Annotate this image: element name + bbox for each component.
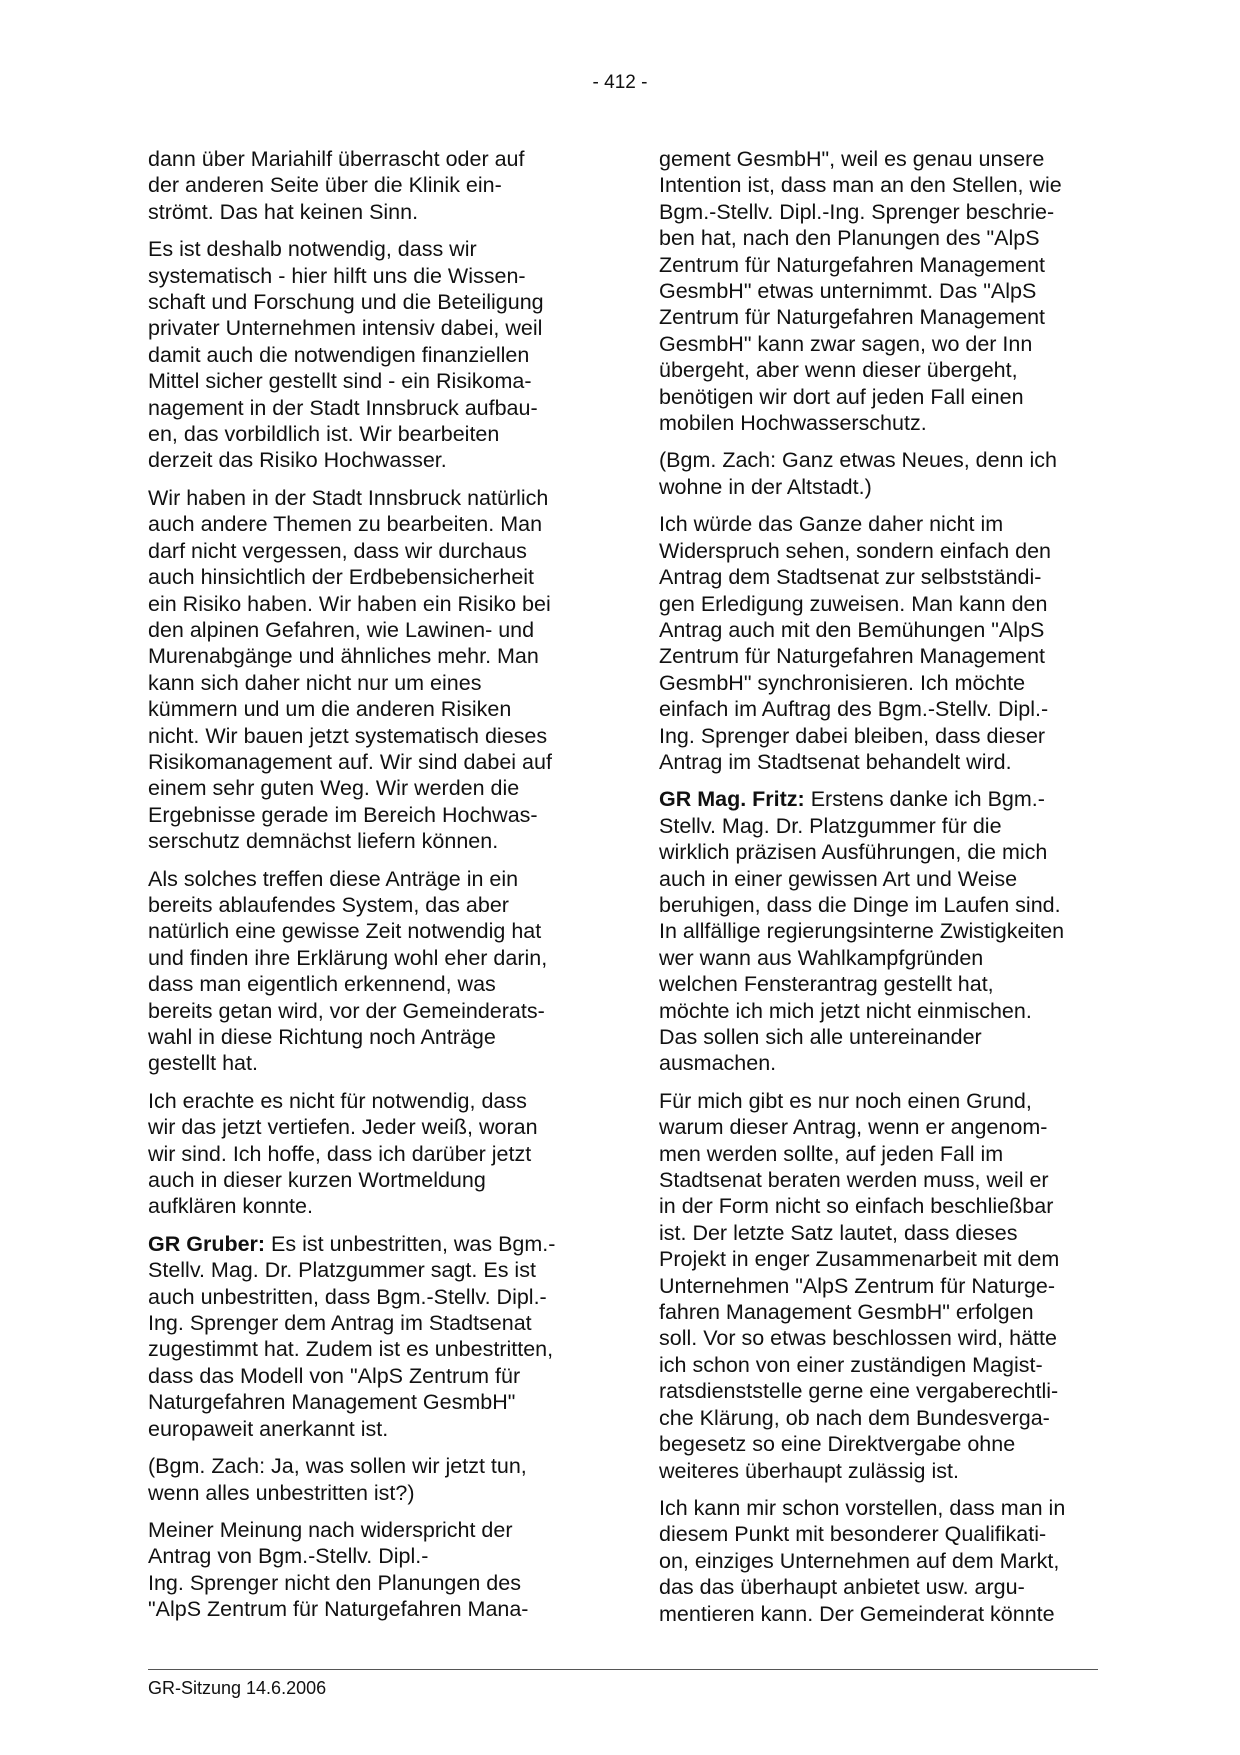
text-line: Das sollen sich alle untereinander	[659, 1025, 982, 1049]
text-line-rest: Es ist unbestritten, was Bgm.-	[265, 1231, 556, 1256]
text-line: wir das jetzt vertiefen. Jeder weiß, woran	[148, 1115, 538, 1140]
text-line: on, einziges Unternehmen auf dem Markt,	[659, 1548, 1060, 1573]
text-line: damit auch die notwendigen finanziellen	[148, 342, 530, 367]
text-line: das das überhaupt anbietet usw. argu-	[659, 1575, 1025, 1600]
text-line: Mittel sicher gestellt sind - ein Risikoma-	[148, 369, 532, 394]
footer-session-date: GR-Sitzung 14.6.2006	[148, 1678, 327, 1698]
text-line: Es ist deshalb notwendig, dass wir	[148, 237, 477, 262]
text-line: bereits ablaufendes System, das aber	[148, 892, 509, 917]
paragraph	[148, 485, 588, 855]
text-line: Ing. Sprenger dabei bleiben, dass dieser	[659, 723, 1046, 748]
text-line: Zentrum für Naturgefahren Management	[659, 305, 1046, 330]
text-line: Zentrum für Naturgefahren Management	[659, 252, 1046, 277]
text-line: kümmern und um die anderen Risiken	[148, 697, 512, 722]
text-line: Stellv. Mag. Dr. Platzgummer für die	[659, 813, 1002, 838]
text-line: europaweit anerkannt ist.	[148, 1416, 389, 1441]
text-line: Antrag dem Stadtsenat zur selbstständi-	[659, 565, 1042, 590]
text-line: kann sich daher nicht nur um eines	[148, 670, 482, 695]
text-line: strömt. Das hat keinen Sinn.	[148, 199, 419, 224]
text-line: Widerspruch sehen, sondern einfach den	[659, 538, 1052, 563]
text-line: ich schon von einer zuständigen Magist-	[659, 1352, 1043, 1377]
paragraph	[659, 1088, 1099, 1484]
text-line: Antrag auch mit den Bemühungen "AlpS	[659, 617, 1045, 642]
text-line: wenn alles unbestritten ist?)	[148, 1480, 415, 1505]
speaker-name: GR Gruber:	[148, 1231, 266, 1256]
text-line: nagement in der Stadt Innsbruck aufbau-	[148, 395, 538, 420]
text-line: auch in einer gewissen Art und Weise	[659, 866, 1018, 891]
text-line: Unternehmen "AlpS Zentrum für Naturge-	[659, 1273, 1055, 1298]
text-line: en, das vorbildlich ist. Wir bearbeiten	[148, 422, 500, 447]
text-line: übergeht, aber wenn dieser übergeht,	[659, 358, 1018, 383]
text-line: ist. Der letzte Satz lautet, dass dieses	[659, 1220, 1018, 1245]
text-line: (Bgm. Zach: Ganz etwas Neues, denn ich	[659, 448, 1057, 473]
text-line: soll. Vor so etwas beschlossen wird, hätte	[659, 1326, 1057, 1351]
text-line: Ich würde das Ganze daher nicht im	[659, 512, 1004, 537]
text-line: GesmbH" etwas unternimmt. Das "AlpS	[659, 279, 1037, 304]
paragraph	[659, 447, 1099, 500]
text-line: gen Erledigung zuweisen. Man kann den	[659, 591, 1048, 616]
text-line: gestellt hat.	[148, 1051, 258, 1076]
text-line: dass man eigentlich erkennend, was	[148, 972, 496, 997]
text-line: wirklich präzisen Ausführungen, die mich	[659, 840, 1048, 865]
text-line: Antrag im Stadtsenat behandelt wird.	[659, 749, 1012, 774]
paragraph	[148, 1517, 588, 1623]
text-line: Naturgefahren Management GesmbH"	[148, 1390, 516, 1415]
page-number: - 412 -	[592, 72, 648, 93]
paragraph	[659, 146, 1099, 436]
text-line-rest: Erstens danke ich Bgm.-	[804, 787, 1045, 812]
text-line: Risikomanagement auf. Wir sind dabei auf	[148, 749, 552, 774]
text-line: möchte ich mich jetzt nicht einmischen.	[659, 998, 1032, 1023]
text-line	[148, 1231, 588, 1257]
text-line: men werden sollte, auf jeden Fall im	[659, 1141, 1004, 1166]
text-line: gement GesmbH", weil es genau unsere	[659, 147, 1045, 171]
text-column-right	[659, 146, 1099, 1638]
text-line: und finden ihre Erklärung wohl eher darin,	[148, 945, 548, 970]
text-line: einfach im Auftrag des Bgm.-Stellv. Dipl.-	[659, 697, 1049, 722]
text-line: Bgm.-Stellv. Dipl.-Ing. Sprenger beschrie-	[659, 199, 1055, 224]
text-line: Ergebnisse gerade im Bereich Hochwas-	[148, 802, 538, 827]
text-line: ein Risiko haben. Wir haben ein Risiko bei	[148, 591, 551, 616]
text-line: derzeit das Risiko Hochwasser.	[148, 448, 447, 473]
text-line: begesetz so eine Direktvergabe ohne	[659, 1432, 1016, 1457]
paragraph	[148, 866, 588, 1077]
text-line: zugestimmt hat. Zudem ist es unbestritten,	[148, 1337, 554, 1362]
text-line: welchen Fensterantrag gestellt hat,	[659, 972, 994, 997]
text-line: der anderen Seite über die Klinik ein-	[148, 173, 502, 198]
text-line: Ing. Sprenger nicht den Planungen des	[148, 1570, 521, 1595]
text-line: Als solches treffen diese Anträge in ein	[148, 866, 519, 891]
text-line: dass das Modell von "AlpS Zentrum für	[148, 1363, 521, 1388]
text-line: systematisch - hier hilft uns die Wissen-	[148, 263, 526, 288]
text-line: In allfällige regierungsinterne Zwistigkeiten	[659, 919, 1065, 944]
speaker-paragraph	[148, 1231, 588, 1442]
text-line: weiteres überhaupt zulässig ist.	[659, 1458, 959, 1483]
text-line: wohne in der Altstadt.)	[659, 474, 872, 499]
text-line: ben hat, nach den Planungen des "AlpS	[659, 226, 1040, 251]
text-line: auch unbestritten, dass Bgm.-Stellv. Dipl.-	[148, 1284, 547, 1309]
text-line: bereits getan wird, vor der Gemeinderats-	[148, 998, 545, 1023]
paragraph	[659, 1495, 1099, 1627]
text-line: ausmachen.	[659, 1051, 777, 1076]
text-line: mobilen Hochwasserschutz.	[659, 411, 927, 436]
text-line: wahl in diese Richtung noch Anträge	[148, 1025, 496, 1049]
paragraph	[148, 1088, 588, 1220]
text-line: Antrag von Bgm.-Stellv. Dipl.-	[148, 1544, 429, 1569]
text-line: benötigen wir dort auf jeden Fall einen	[659, 384, 1024, 409]
text-line: aufklären konnte.	[148, 1194, 313, 1219]
text-line: serschutz demnächst liefern können.	[148, 829, 499, 854]
text-line: Murenabgänge und ähnliches mehr. Man	[148, 644, 539, 669]
text-line: Stadtsenat beraten werden muss, weil er	[659, 1168, 1049, 1193]
paragraph	[148, 236, 588, 474]
speaker-name: GR Mag. Fritz:	[659, 787, 805, 812]
text-line: dann über Mariahilf überrascht oder auf	[148, 147, 525, 171]
text-line	[659, 786, 1099, 812]
text-line: wir sind. Ich hoffe, dass ich darüber jetzt	[148, 1141, 532, 1166]
text-line: auch hinsichtlich der Erdbebensicherheit	[148, 565, 535, 590]
text-line: Stellv. Mag. Dr. Platzgummer sagt. Es ist	[148, 1258, 536, 1283]
text-line: Ich erachte es nicht für notwendig, dass	[148, 1088, 527, 1113]
text-line: Ing. Sprenger dem Antrag im Stadtsenat	[148, 1311, 532, 1336]
text-line: den alpinen Gefahren, wie Lawinen- und	[148, 617, 535, 642]
paragraph	[148, 1453, 588, 1506]
text-line: Ich kann mir schon vorstellen, dass man in	[659, 1495, 1066, 1520]
text-line: einem sehr guten Weg. Wir werden die	[148, 776, 520, 801]
speaker-paragraph	[659, 786, 1099, 1076]
footer-divider	[148, 1669, 1098, 1670]
text-line: privater Unternehmen intensiv dabei, weil	[148, 316, 543, 341]
text-line: Projekt in enger Zusammenarbeit mit dem	[659, 1247, 1060, 1272]
text-line: auch andere Themen zu bearbeiten. Man	[148, 512, 543, 537]
paragraph	[148, 146, 588, 225]
text-line: GesmbH" kann zwar sagen, wo der Inn	[659, 331, 1033, 356]
text-line: (Bgm. Zach: Ja, was sollen wir jetzt tun,	[148, 1454, 527, 1479]
text-column-left	[148, 146, 588, 1634]
text-line: Zentrum für Naturgefahren Management	[659, 644, 1046, 669]
text-line: darf nicht vergessen, dass wir durchaus	[148, 538, 527, 563]
text-line: fahren Management GesmbH" erfolgen	[659, 1300, 1034, 1325]
paragraph	[659, 511, 1099, 775]
text-line: wer wann aus Wahlkampfgründen	[659, 945, 984, 970]
text-line: natürlich eine gewisse Zeit notwendig hat	[148, 919, 542, 944]
text-line: diesem Punkt mit besonderer Qualifikati-	[659, 1522, 1047, 1547]
text-line: Für mich gibt es nur noch einen Grund,	[659, 1088, 1032, 1113]
text-line: mentieren kann. Der Gemeinderat könnte	[659, 1601, 1055, 1626]
text-line: nicht. Wir bauen jetzt systematisch dieses	[148, 723, 548, 748]
text-line: warum dieser Antrag, wenn er angenom-	[659, 1115, 1048, 1140]
text-line: in der Form nicht so einfach beschließbar	[659, 1194, 1054, 1219]
text-line: auch in dieser kurzen Wortmeldung	[148, 1168, 486, 1193]
text-line: schaft und Forschung und die Beteiligung	[148, 290, 544, 315]
text-line: Intention ist, dass man an den Stellen, wie	[659, 173, 1062, 198]
text-line: Wir haben in der Stadt Innsbruck natürlich	[148, 485, 549, 510]
text-line: Meiner Meinung nach widerspricht der	[148, 1517, 513, 1542]
text-line: che Klärung, ob nach dem Bundesverga-	[659, 1405, 1050, 1430]
text-line: ratsdienststelle gerne eine vergaberechtli-	[659, 1379, 1059, 1404]
text-line: "AlpS Zentrum für Naturgefahren Mana-	[148, 1597, 529, 1622]
text-line: GesmbH" synchronisieren. Ich möchte	[659, 670, 1026, 695]
text-line: beruhigen, dass die Dinge im Laufen sind.	[659, 892, 1061, 917]
